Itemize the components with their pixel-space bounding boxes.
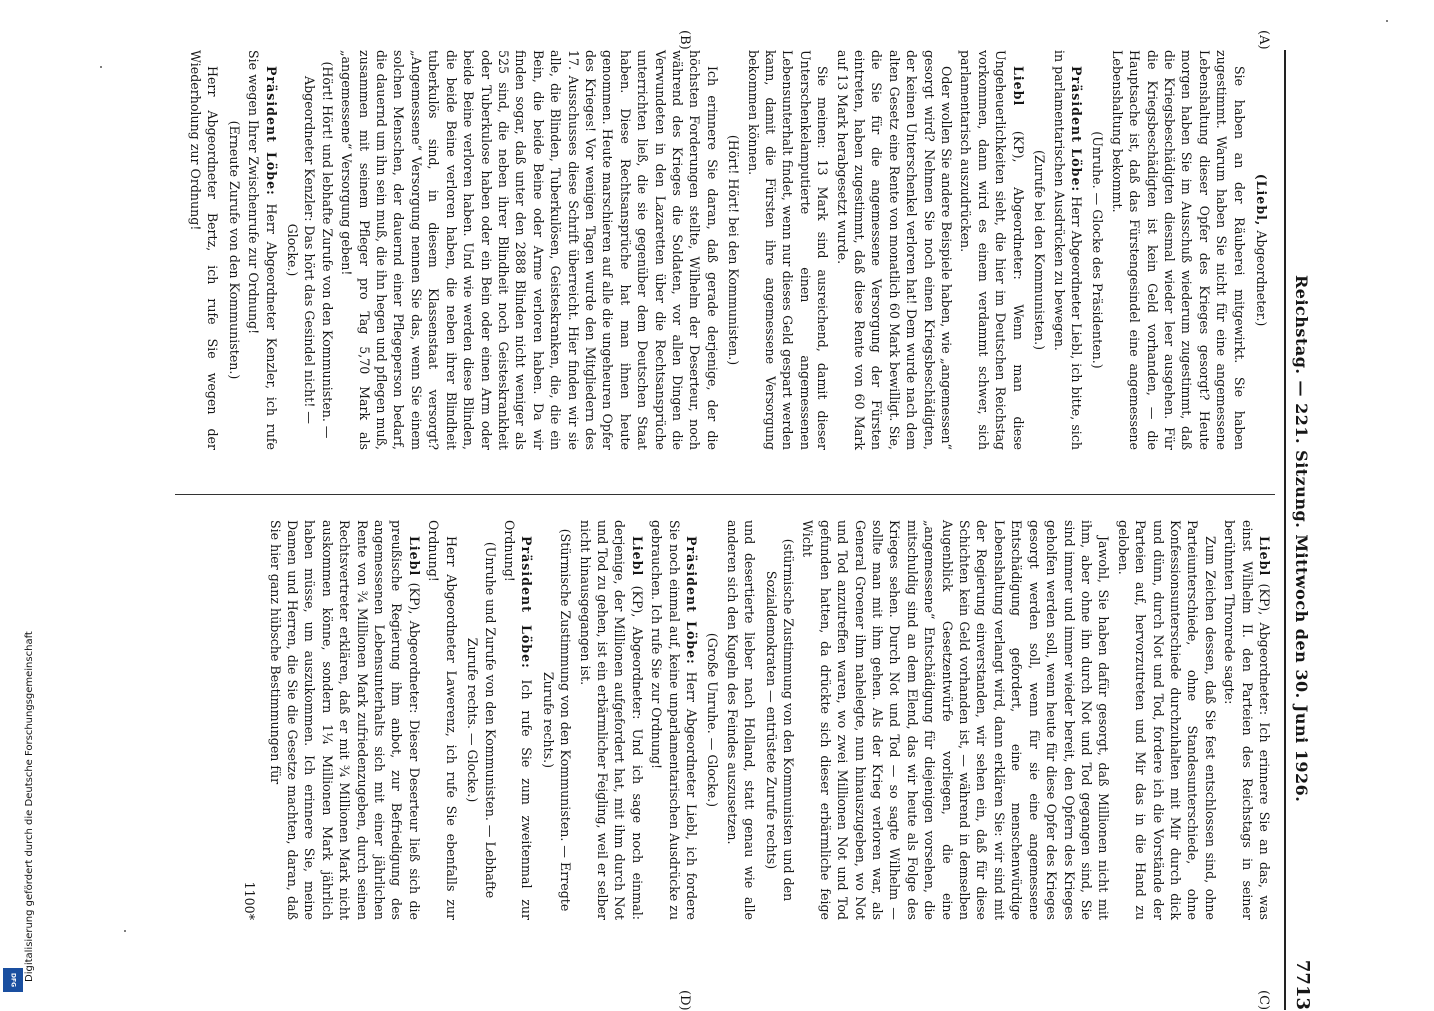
president-statement: Präsident Löbe: Herr Abgeordneter Liebl, ich bitte, sich in parlamentarischen Ausdrücken zu bewegen.: [1051, 50, 1084, 450]
scan-speck: [100, 66, 102, 68]
speaker-continuation: (Liebl, Abgeordneter.): [1254, 173, 1269, 327]
scan-speck: [124, 930, 126, 932]
margin-marker-b: (B): [677, 30, 692, 50]
margin-marker-c: (C): [1256, 990, 1271, 1011]
speaker-statement: Liebl (KP), Abgeordneter: Wenn man diese Ungeheuerlichkeiten sieht, die hier im Deutschen Reichstag vorkommen, dann wird es einem verdammt schwer, sich parlamentarisch auszudrücken.: [958, 50, 1026, 450]
scan-speck: [1386, 20, 1388, 22]
paragraph: Jawohl, Sie haben dafür gesorgt, daß Millionen nicht mit ihm, aber ohne ihn durch Not und Tod gegangen sind, Sie sind immer und immer wieder bereit, den Opfern des Krieges geholfen werden soll, wenn heute für diese Opfer des Krieges gesorgt werden soll, wenn für sie eine angemessene Entschädigung gefordert, eine menschenwürdige Lebenshaltung verlangt wird, dann erklären Sie: wir sind mit der Regierung einverstanden, wir sehen ein, daß für diese Schichten kein Geld vorhanden ist, — während in demselben Augenblick Gesetzentwürfe vorliegen, die eine „angemessene“ Entschädigung für diejenigen vorsehen, die mitschuldig sind an dem Elend, das wir heute als Folge des Krieges sehen. Durch Not und Tod — so sagte Wilhelm — sollte man mit ihm gehen. Als der Krieg verloren war, als General Groener ihm nahelegte, nun hinauszugeben, wo Not und Tod anzutreffen waren, wo zwei Millionen Not und Tod gefunden hatten, da drückte sich dieser erbärmliche feige Wicht: [800, 520, 1112, 920]
margin-marker-d: (D): [677, 990, 692, 1011]
page-title: Reichstag. — 221. Sitzung. Mittwoch den 30. Juni 1926.: [1292, 275, 1311, 803]
page-header: [1283, 50, 1317, 1010]
quotation: Zum Zeichen dessen, daß Sie fest entschlossen sind, ohne Parteiunterschiede, ohne Standesunterschiede, ohne Konfessionsunterschiede durchzuhalten mit Mir durch dick und dünn, durch Not und Tod, fordere ich die Vorstände der Parteien auf, hervorzutreten und Mir das in die Hand zu geloben.: [1115, 520, 1218, 920]
interjection: (Unruhe. — Glocke des Präsidenten.): [1090, 131, 1106, 369]
paragraph: Oder wollen Sie andere Beispiele haben, wie „angemessen“ gesorgt wird? Nehmen Sie noch einen Kriegsbeschädigten, der keinen Unterschenkel verloren hat! Dem wurde nach dem alten Gesetz eine Rente von monatlich 60 Mark bewilligt. Sie, die Sie für die angemessene Versorgung der Fürsten eintreten, haben zugestimmt, daß diese Rente von 60 Mark auf 13 Mark herabgesetzt wurde.: [834, 50, 955, 450]
interjection: (Erneute Zurufe von den Kommunisten.): [226, 120, 242, 380]
interjection: (Zurufe bei den Kommunisten.): [1032, 150, 1048, 350]
paragraph: Sie haben an der Räuberei mitgewirkt. Sie haben zugestimmt. Warum haben Sie nicht für eine angemessene Lebenshaltung dieser Opfer des Krieges gesorgt? Heute morgen haben Sie im Ausschuß wiederum zugestimmt, daß die Kriegsbeschädigten diesmal wieder leer ausgehen. Für die Kriegsbeschädigten ist kein Geld vorhanden, — die Hauptsache ist, daß das Fürstengesindel eine angemessene Lebenshaltung bekommt.: [1109, 50, 1247, 450]
interjection: (Große Unruhe. — Glocke.): [705, 632, 721, 808]
interjection: (stürmische Zustimmung von den Kommunisten und den Sozialdemokraten — entrüstete Zurufe rechts): [763, 538, 797, 902]
president-statement: Präsident Löbe: Herr Abgeordneter Kenzler, ich rufe Sie wegen Ihrer Zwischenrufe zur Ordnung!: [246, 50, 279, 450]
president-statement: Präsident Löbe: Ich rufe Sie zum zweitenmal zur Ordnung!: [501, 520, 535, 920]
interjection: (Hört! Hört! und lebhafte Zurufe von den Kommunisten. — Abgeordneter Kenzler: Das hört das Gesindel nicht! — Glocke.): [285, 61, 335, 439]
dfg-logo-icon: DFG: [3, 968, 23, 992]
digitization-credit: Digitalisierung gefördert durch die Deutsche Forschungsgemeinschaft: [24, 631, 35, 982]
margin-marker-a: (A): [1256, 30, 1271, 50]
speaker-statement: Liebl (KP), Abgeordneter: Dieser Deserteur ließ sich die preußische Regierung ihm anbot, zur Befriedigung des angemessenen Lebensunterhalts sich mit einer jährlichen Rente von ¾ Millionen Mark zufriedenzugeben, durch seinen Rechtsvertreter erklären, daß er mit ¾ Millionen Mark nicht auskommen könne, sondern 1¼ Millionen Mark jährlich haben müsse, um auszukommen. Ich erinnere Sie, meine Damen und Herren, die Sie die Gesetze machten, daran, daß Sie hier ganz hübsche Bestimmungen für: [267, 520, 422, 920]
column-divider: [175, 494, 1275, 495]
speaker-statement: Liebl (KP), Abgeordneter: Und ich sage noch einmal: derjenige, der Millionen aufgefordert hat, mit ihm durch Not und Tod zu gehen, ist ein erbärmlicher Feigling, weil er selber nicht hinausgegangen ist.: [577, 520, 645, 920]
paragraph: Sie meinen: 13 Mark sind ausreichend, damit dieser Unterschenkelamputierte einen angemessenen Lebensunterhalt findet, wenn nur dieses Geld gespart werden kann, damit die Fürsten ihre angemessene Versorgung bekommen können.: [745, 50, 831, 450]
header-rule: [1284, 50, 1286, 1010]
left-column: [185, 50, 1273, 450]
interjection: (Unruhe und Zurufe von den Kommunisten. — Lebhafte Zurufe rechts. — Glocke.): [465, 541, 498, 899]
page-number: 7713: [1292, 959, 1313, 1010]
paragraph: Herr Abgeordneter Bertz, ich rufe Sie wegen der Wiederholung zur Ordnung!: [188, 50, 221, 450]
signature-mark: 1100*: [242, 881, 258, 920]
president-statement: Präsident Löbe: Herr Abgeordneter Liebl, ich fordere Sie noch einmal auf, keine unparlamentarischen Ausdrücke zu gebrauchen. Ich rufe Sie zur Ordnung!: [649, 520, 699, 920]
interjection: (Stürmische Zustimmung von den Kommunisten. — Erregte Zurufe rechts.): [540, 528, 574, 912]
right-column: [239, 520, 1273, 920]
speaker-statement: Liebl (KP), Abgeordneter: Ich erinnere Sie an das, was einst Wilhelm II. den Parteien des Reichstags in seiner berühmten Thronrede sagte:: [1222, 520, 1272, 920]
rotated-page: [57, 30, 1317, 1011]
paragraph: und desertierte lieber nach Holland, statt genau wie alle anderen sich den Kugeln des Feindes auszusetzen.: [724, 520, 758, 920]
interjection: (Hört! Hört! bei den Kommunisten.): [726, 134, 742, 366]
paragraph: Herr Abgeordneter Lawerenz, ich rufe Sie ebenfalls zur Ordnung!: [426, 520, 459, 920]
paragraph: Ich erinnere Sie daran, daß gerade derjenige, der die höchsten Forderungen stellte, Wilhelm der Deserteur, noch während des Krieges die Soldaten, vor allen Dingen die Verwundeten in den Lazaretten über die Rechtsansprüche unterrichten ließ, die sie gegenüber dem Deutschen Staat haben. Diese Rechtsansprüche hat man ihnen heute genommen. Heute marschieren auf alle die ungeheuren Opfer des Krieges! Vor wenigen Tagen wurde den Mitgliedern des 17. Ausschusses diese Schrift überreicht. Hier finden wir sie alle, die Blinden, Tuberkulösen, Geisteskranken, die, die ein Bein, die beide Beine oder Arme verloren haben. Da wir finden sogar, daß unter den 2888 Blinden nicht weniger als 525 sind, die neben ihrer Blindheit noch Geisteskrankheit oder Tuberkulose haben oder ein Bein oder einen Arm oder beide Beine verloren haben. Und wie werden diese Blinden, die beide Beine verloren haben, die neben ihrer Blindheit tuberkulös sind, in diesem Klassenstaat versorgt? „Angemessene“ Versorgung nennen Sie das, wenn Sie einem solchen Menschen, der dauernd einer Pflegeperson bedarf, die dauernd um ihn sein muß, die ihn hegen und pflegen muß, zusammen mit seinem Pfleger pro Tag 5,70 Mark als „angemessene“ Versorgung geben!: [339, 50, 720, 450]
